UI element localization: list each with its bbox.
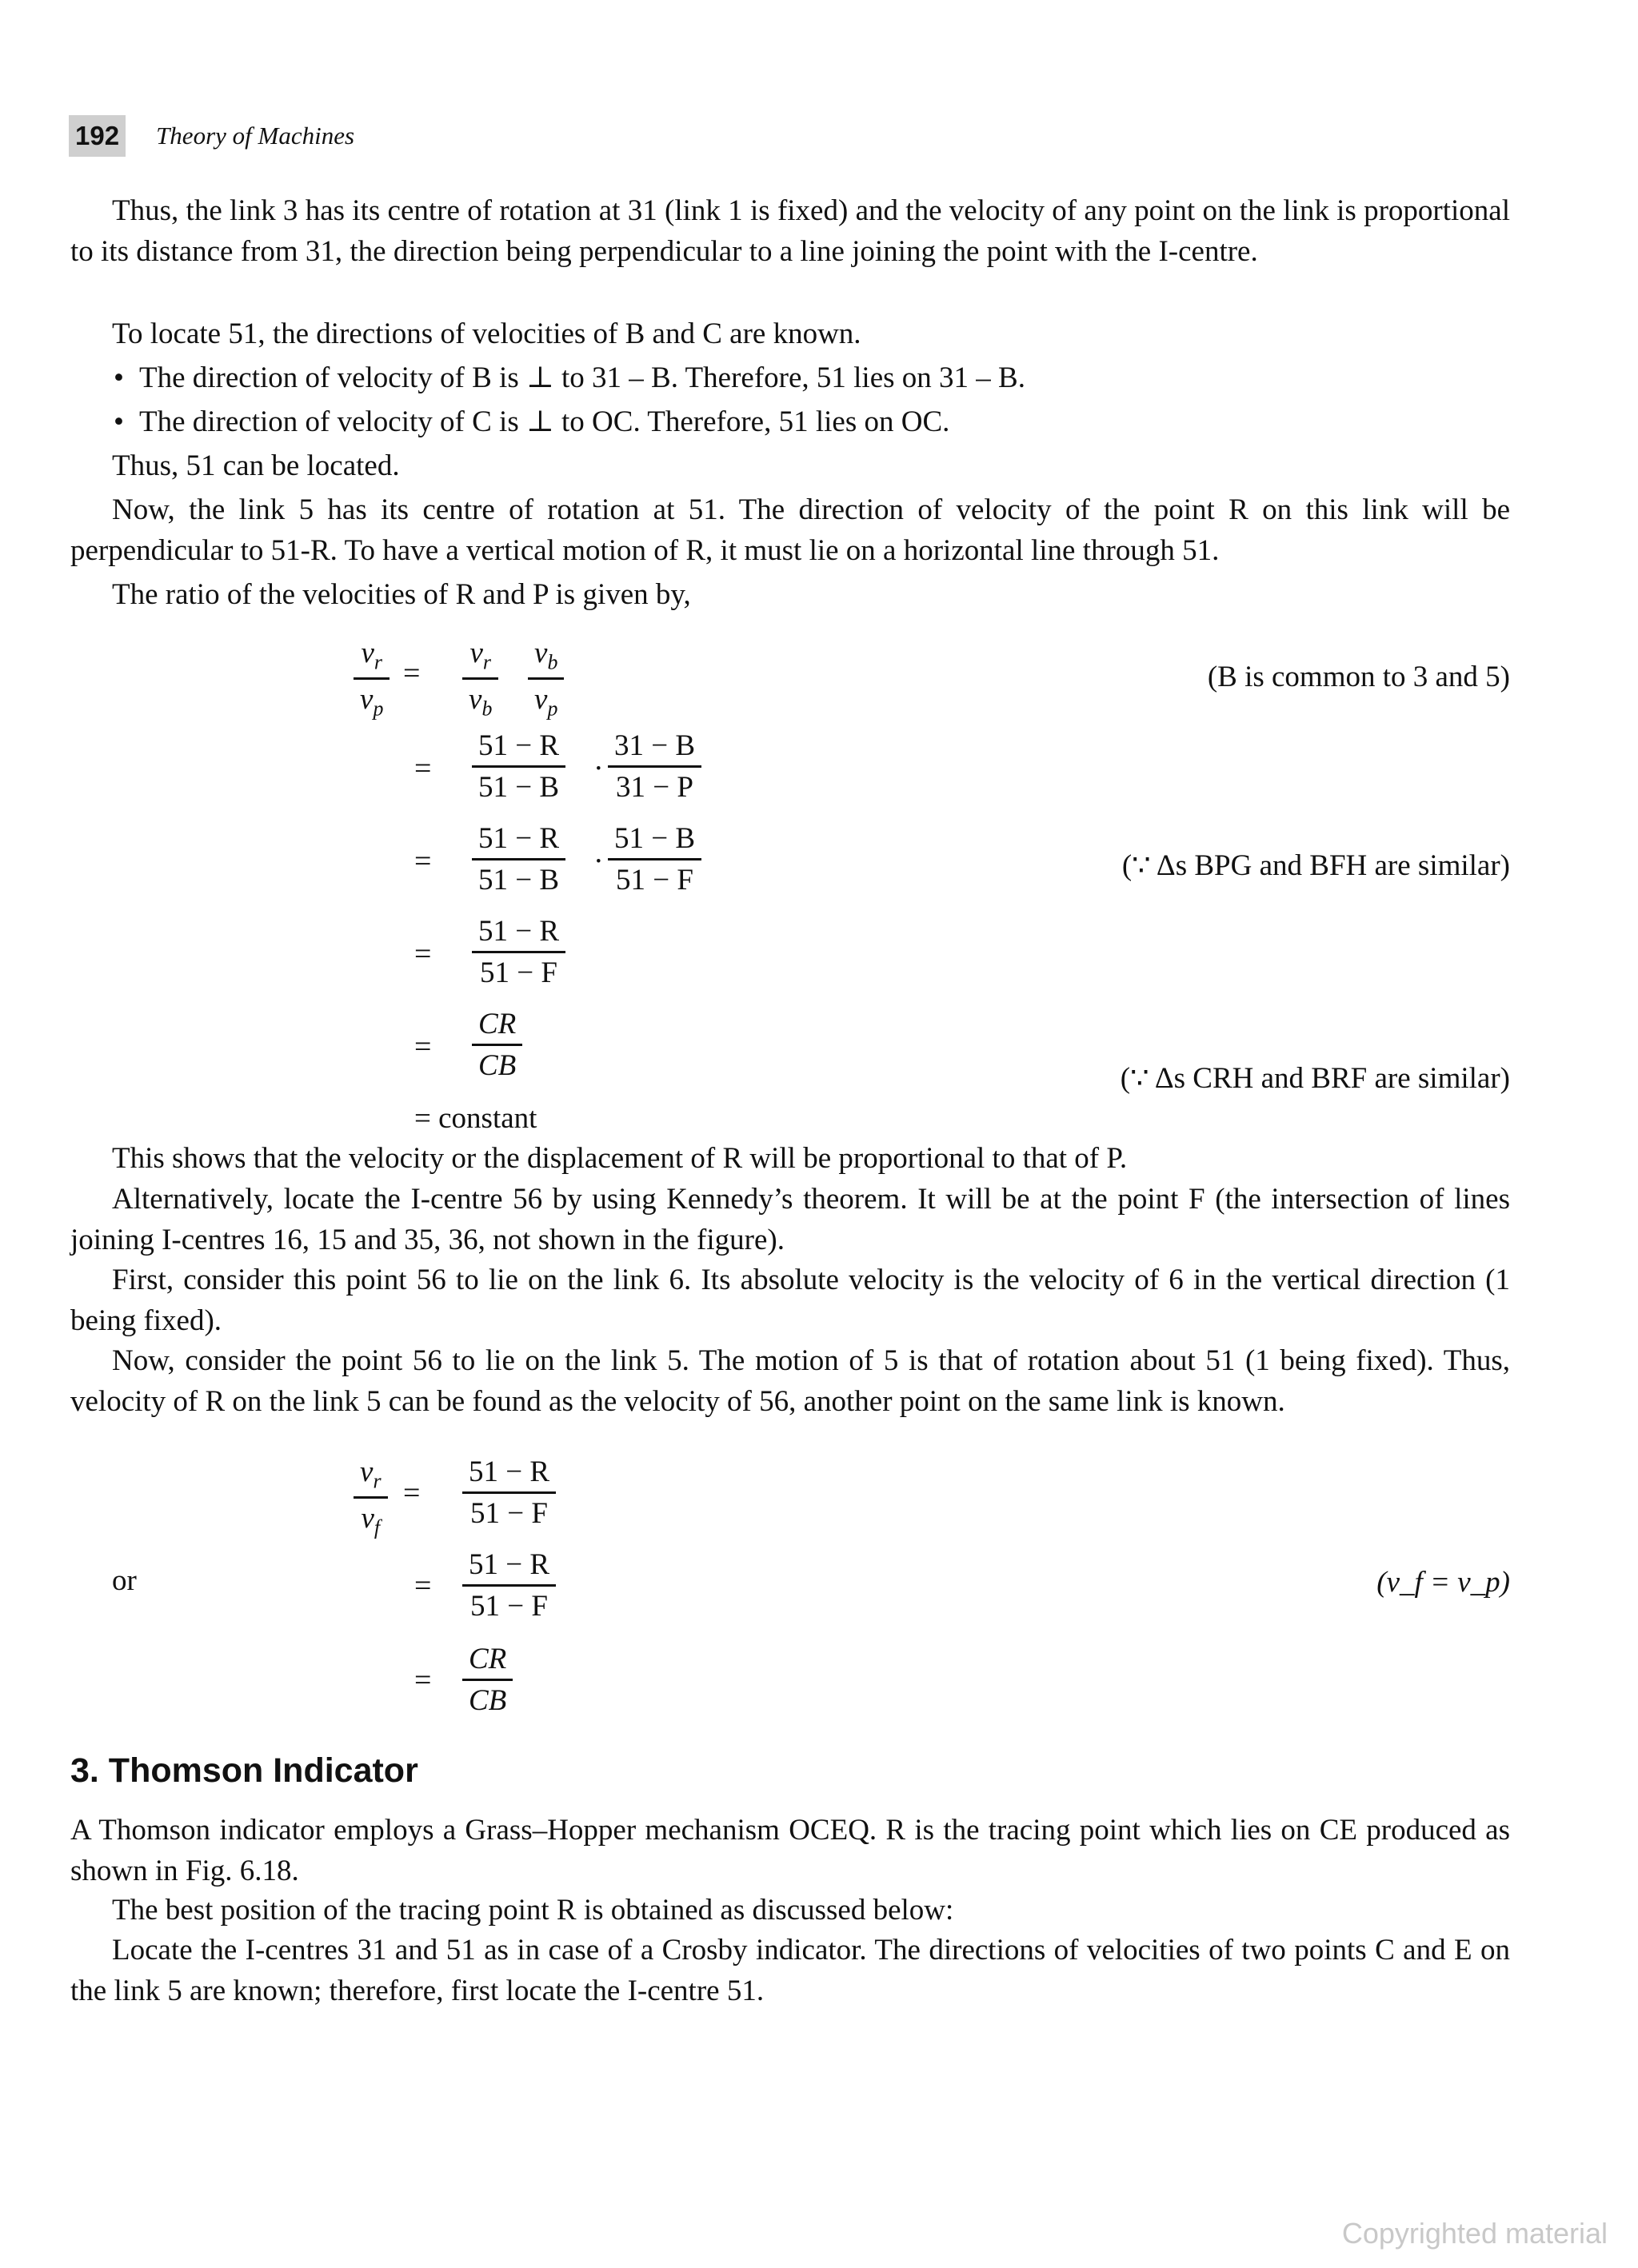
paragraph-6: This shows that the velocity or the displacement of R will be proportional to that of P. bbox=[112, 1142, 1128, 1175]
fraction-51R-51B: $\frac{51 - R}{51 - B}$ bbox=[472, 824, 565, 895]
fraction-vr-vf: $\frac{v_r}{v_f}$ bbox=[354, 1457, 388, 1539]
paragraph-1: Thus, the link 3 has its centre of rotation at 31 (link 1 is fixed) and the velocity of any point on the link is proportional to its distance from 31, the direction being perpendicular to a line joining the point with the I-centre. bbox=[70, 194, 1510, 268]
equals-constant: = constant bbox=[414, 1102, 537, 1135]
fraction-51R-51B: $\frac{51 - R}{51 - B}$ bbox=[472, 731, 565, 802]
equals-sign: = bbox=[414, 1663, 432, 1697]
fraction-CR-CB: $\frac{CR}{CB}$ bbox=[462, 1644, 513, 1715]
copyright-watermark: Copyrighted material bbox=[1341, 2217, 1608, 2250]
bullet-item-2: • The direction of velocity of C is ⊥ to OC. Therefore, 51 lies on OC. bbox=[114, 405, 950, 438]
paragraph-11: The best position of the tracing point R is obtained as discussed below: bbox=[112, 1894, 954, 1927]
paragraph-8: First, consider this point 56 to lie on the link 6. Its absolute velocity is the velocity of 6 in the vertical direction (1 being fixed). bbox=[70, 1264, 1510, 1337]
equals-sign: = bbox=[414, 1569, 432, 1603]
fraction-51R-51F: $\frac{51 - R}{51 - F}$ bbox=[462, 1550, 556, 1621]
section-heading: 3. Thomson Indicator bbox=[70, 1751, 418, 1790]
equals-sign: = bbox=[414, 752, 432, 785]
paragraph-5: The ratio of the velocities of R and P is given by, bbox=[112, 578, 691, 611]
running-title: Theory of Machines bbox=[156, 122, 355, 150]
paragraph-2: To locate 51, the directions of velocities of B and C are known. bbox=[112, 317, 861, 350]
equation-note-2: (∵ Δs BPG and BFH are similar) bbox=[1121, 849, 1510, 882]
paragraph-9: Now, consider the point 56 to lie on the link 5. The motion of 5 is that of rotation about 51 (1 being fixed). Thus, velocity of R on the link 5 can be found as the velocity of 56, another point on the same link is known. bbox=[70, 1344, 1510, 1418]
bullet-item-1: • The direction of velocity of B is ⊥ to 31 – B. Therefore, 51 lies on 31 – B. bbox=[114, 361, 1025, 394]
equals-sign: = bbox=[403, 1476, 421, 1510]
paragraph-4: Now, the link 5 has its centre of rotation at 51. The direction of velocity of the point R on this link will be perpendicular to 51-R. To have a vertical motion of R, it must lie on a horizontal line through 51. bbox=[70, 493, 1510, 567]
fraction-vb-vp: $\frac{v_b}{v_p}$ bbox=[528, 638, 564, 720]
dot-operator: · bbox=[593, 752, 604, 785]
paragraph-10: A Thomson indicator employs a Grass–Hopper mechanism OCEQ. R is the tracing point which lies on CE produced as shown in Fig. 6.18. bbox=[70, 1814, 1510, 1887]
equals-sign: = bbox=[414, 1030, 432, 1064]
equation-note-3: (∵ Δs CRH and BRF are similar) bbox=[1120, 1062, 1510, 1095]
equals-sign: = bbox=[403, 657, 421, 690]
or-label: or bbox=[112, 1564, 137, 1597]
page-number: 192 bbox=[69, 115, 126, 157]
page-header bbox=[69, 114, 354, 158]
fraction-vr-vb: $\frac{v_r}{v_b}$ bbox=[462, 638, 498, 720]
paragraph-7: Alternatively, locate the I-centre 56 by using Kennedy’s theorem. It will be at the point F (the intersection of lines joining I-centres 16, 15 and 35, 36, not shown in the figure). bbox=[70, 1183, 1510, 1256]
equals-sign: = bbox=[414, 845, 432, 878]
fraction-CR-CB: $\frac{CR}{CB}$ bbox=[472, 1009, 522, 1080]
fraction-51R-51F: $\frac{51 - R}{51 - F}$ bbox=[462, 1457, 556, 1528]
bullet-text-2: The direction of velocity of C is ⊥ to OC. Therefore, 51 lies on OC. bbox=[139, 405, 950, 438]
paragraph-12: Locate the I-centres 31 and 51 as in case of a Crosby indicator. The directions of velocities of two points C and E on the link 5 are known; therefore, first locate the I-centre 51. bbox=[70, 1934, 1510, 2007]
fraction-51R-51F: $\frac{51 - R}{51 - F}$ bbox=[472, 916, 565, 988]
dot-operator: · bbox=[593, 845, 604, 878]
equals-sign: = bbox=[414, 937, 432, 971]
fraction-51B-51F: $\frac{51 - B}{51 - F}$ bbox=[608, 824, 701, 895]
equation-note-vf-vp: (v_f = v_p) bbox=[1376, 1566, 1510, 1599]
fraction-31B-31P: $\frac{31 - B}{31 - P}$ bbox=[608, 731, 701, 802]
fraction-vr-vp: $\frac{v_r}{v_p}$ bbox=[354, 638, 390, 720]
bullet-text-1: The direction of velocity of B is ⊥ to 31 – B. Therefore, 51 lies on 31 – B. bbox=[139, 361, 1025, 394]
equation-note-1: (B is common to 3 and 5) bbox=[1207, 661, 1510, 693]
paragraph-3: Thus, 51 can be located. bbox=[112, 449, 400, 482]
